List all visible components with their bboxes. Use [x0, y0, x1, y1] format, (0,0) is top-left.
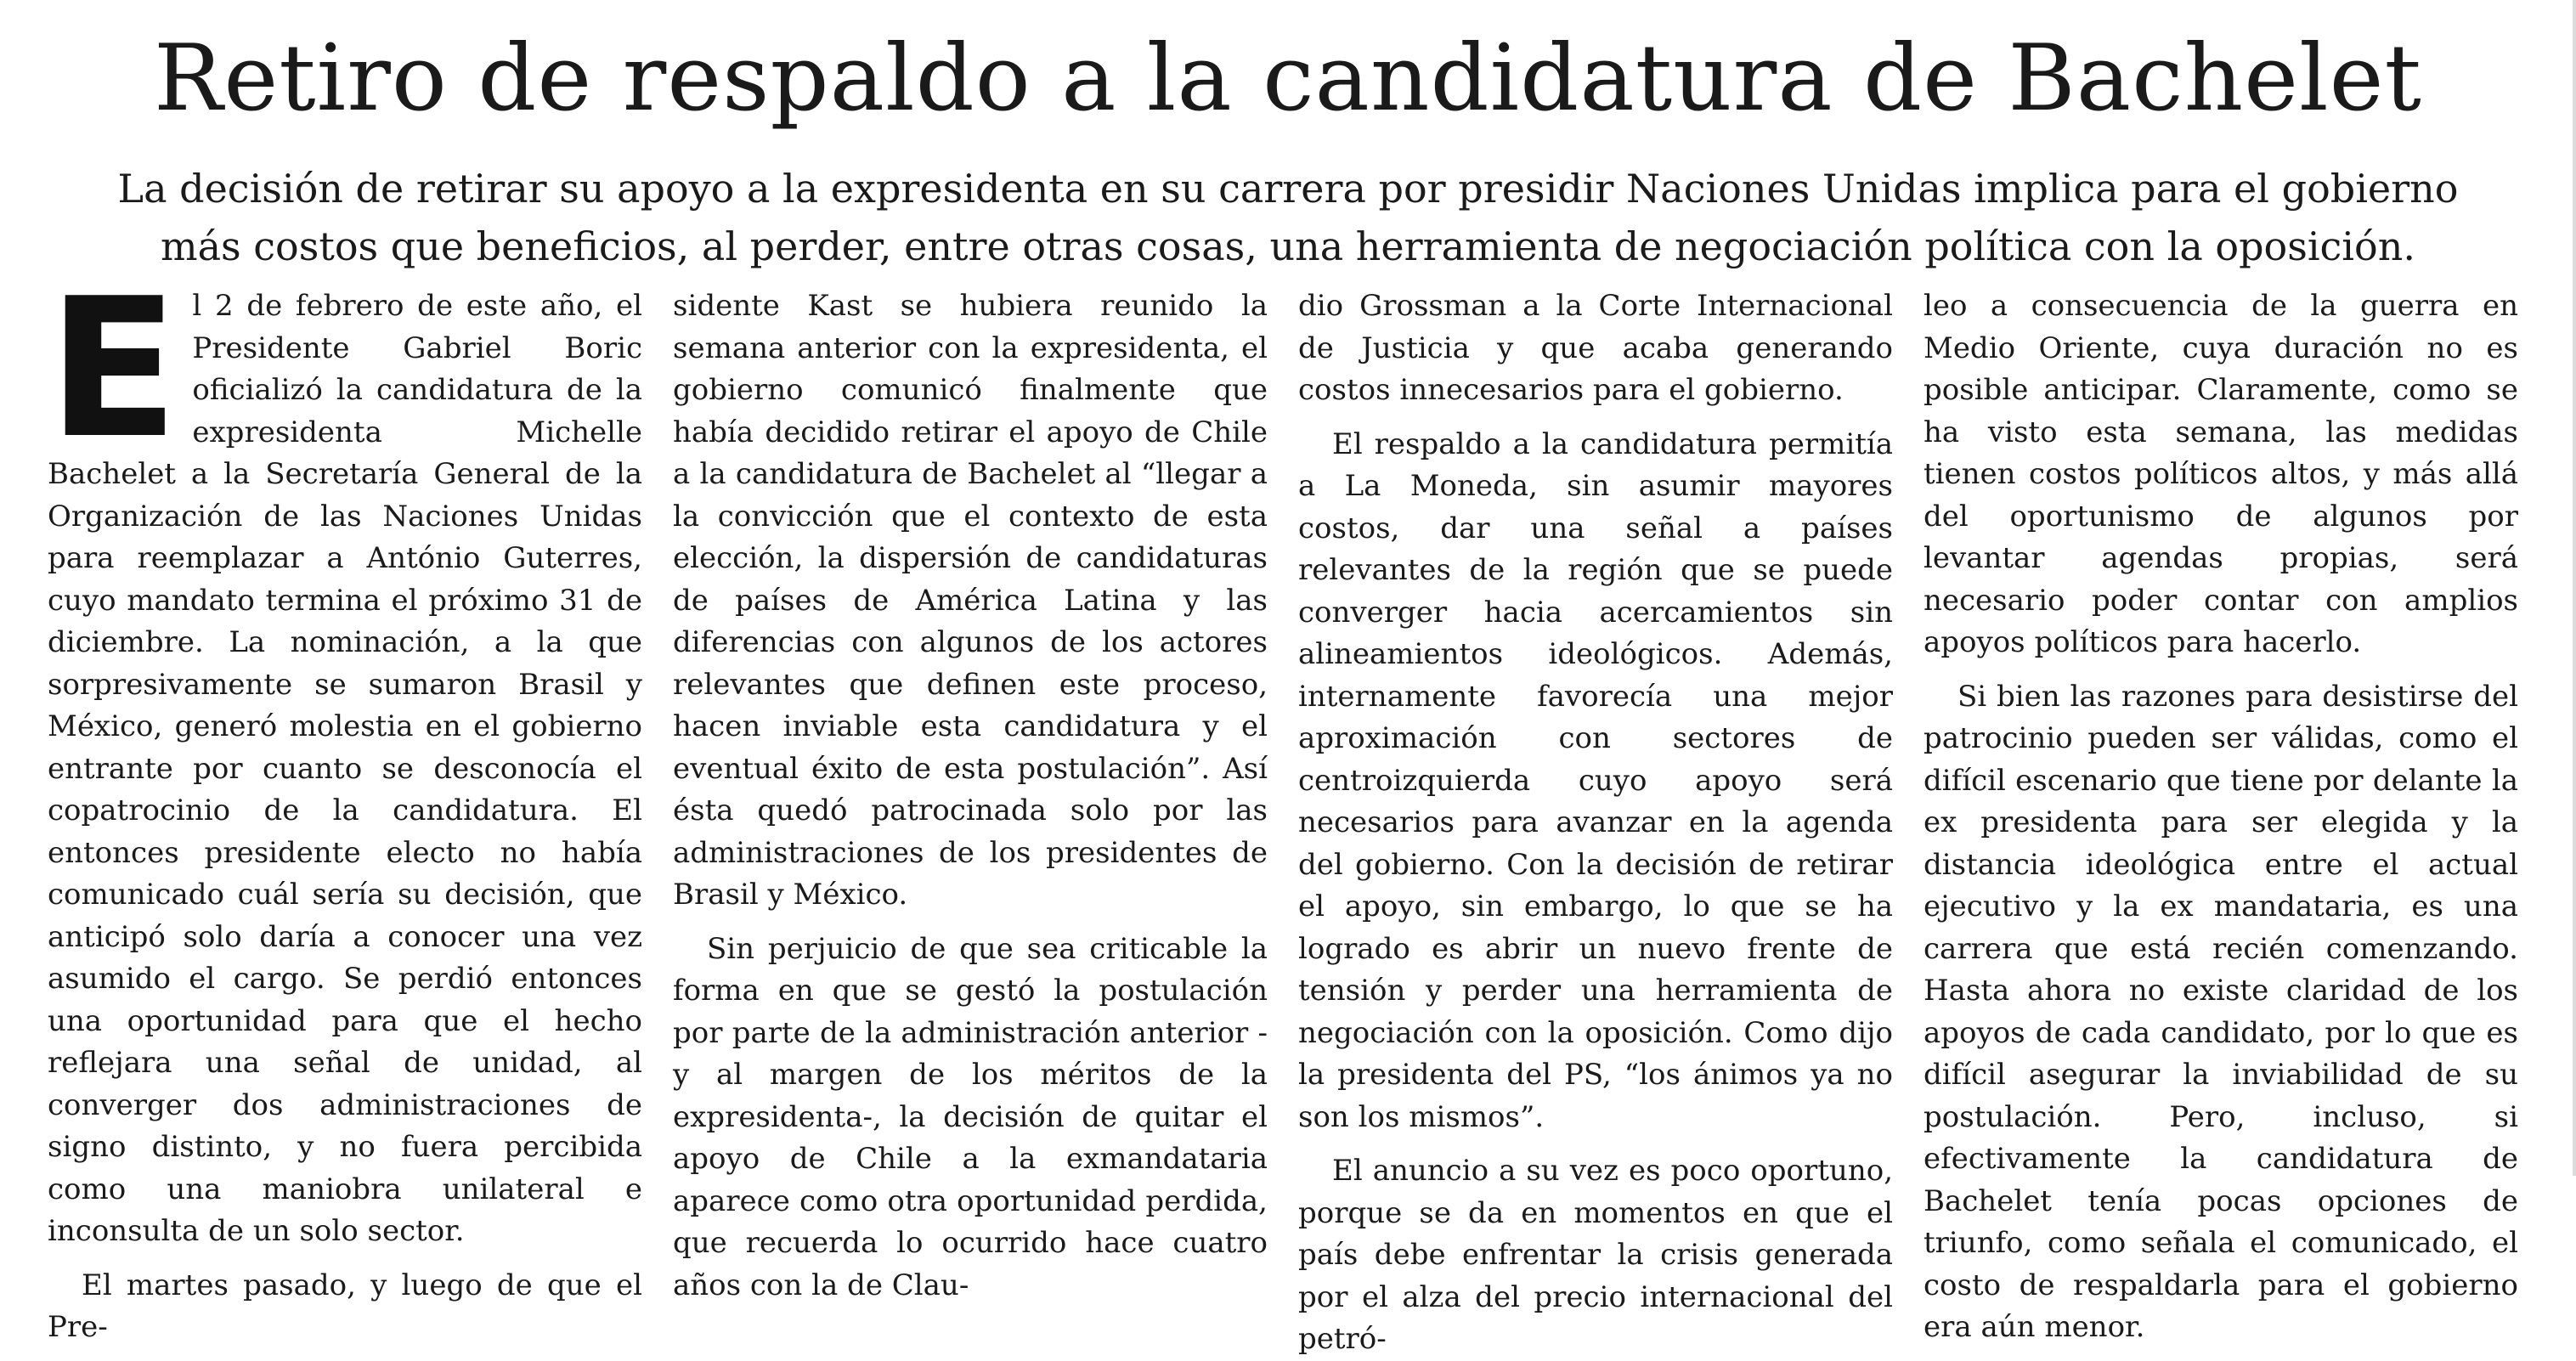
- paragraph: El martes pasado, y luego de que el Pre-: [48, 1268, 642, 1344]
- paragraph: sidente Kast se hubiera reunido la semana anterior con la expresidenta, el gobierno comunicó finalmente que había decidido retirar el apoyo de Chile a la candidatura de Bachelet al “llegar a la convicción que el contexto de esta elección, la dispersión de candidaturas de países de América Latina y las diferencias con algunos de los actores relevantes que definen este proceso, hacen inviable esta candidatura y el eventual éxito de esta postulación”. Así ésta quedó patrocinada solo por las administraciones de los presidentes de Brasil y México.: [673, 289, 1268, 912]
- article-column-2: [673, 285, 1268, 1302]
- paragraph: Si bien las razones para desistirse del patrocinio pueden ser válidas, como el difícil escenario que tiene por delante la ex presidenta para ser elegida y la distancia ideológica entre el actual ejecutivo y la ex mandataria, es una carrera que está recién comenzando. Hasta ahora no existe claridad de los apoyos de cada candidato, por lo que es difícil asegurar la inviabilidad de su postulación. Pero, incluso, si efectivamente la candidatura de Bachelet tenía pocas opciones de triunfo, como señala el comunicado, el costo de respaldarla para el gobierno era aún menor.: [1924, 679, 2518, 1344]
- drop-cap: E: [48, 257, 179, 481]
- headline: Retiro de respaldo a la candidatura de Bachelet: [154, 25, 2422, 132]
- paragraph: El respaldo a la candidatura permitía a La Moneda, sin asumir mayores costos, dar una señal a países relevantes de la región que se puede converger hacia acercamientos sin alineamientos ideológicos. Además, internamente favorecía una mejor aproximación con sectores de centroizquierda cuyo apoyo será necesarios para avanzar en la agenda del gobierno. Con la decisión de retirar el apoyo, sin embargo, lo que se ha logrado es abrir un nuevo frente de tensión y perder una herramienta de negociación con la oposición. Como dijo la presidenta del PS, “los ánimos ya no son los mismos”.: [1298, 426, 1893, 1134]
- paragraph: Sin perjuicio de que sea criticable la forma en que se gestó la postulación por parte de la administración anterior -y al margen de los méritos de la expresidenta-, la decisión de quitar el apoyo de Chile a la exmandataria aparece como otra oportunidad perdida, que recuerda lo ocurrido hace cuatro años con la de Clau-: [673, 931, 1268, 1302]
- article-column-1: [48, 257, 642, 1344]
- paragraph: l 2 de febrero de este año, el Presidente Gabriel Boric oficializó la candidatura de la expresidenta Michelle Bachelet a la Secretaría General de la Organización de las Naciones Unidas para reemplazar a António Guterres, cuyo mandato termina el próximo 31 de diciembre. La nominación, a la que sorpresivamente se sumaron Brasil y México, generó molestia en el gobierno entrante por cuanto se desconocía el copatrocinio de la candidatura. El entonces presidente electo no había comunicado cuál sería su decisión, que anticipó solo daría a conocer una vez asumido el cargo. Se perdió entonces una oportunidad para que el hecho reflejara una señal de unidad, al converger dos administraciones de signo distinto, y no fuera percibida como una maniobra unilateral e inconsulta de un solo sector.: [48, 289, 642, 1248]
- paragraph: leo a consecuencia de la guerra en Medio Oriente, cuya duración no es posible anticipar. Claramente, como se ha visto esta semana, las medidas tienen costos políticos altos, y más allá del oportunismo de algunos por levantar agendas propias, será necesario poder contar con amplios apoyos políticos para hacerlo.: [1924, 289, 2518, 659]
- deck-subtitle: La decisión de retirar su apoyo a la expresidenta en su carrera por presidir Naciones Unidas implica para el gobierno más costos que beneficios, al perder, entre otras cosas, una herramienta de negociación política con la oposición.: [117, 166, 2459, 269]
- paragraph: dio Grossman a la Corte Internacional de Justicia y que acaba generando costos innecesarios para el gobierno.: [1298, 289, 1893, 407]
- scan-edge-divider: [2573, 0, 2576, 1176]
- article-column-3: [1298, 285, 1893, 1356]
- article-column-4: [1924, 285, 2518, 1344]
- paragraph: El anuncio a su vez es poco oportuno, porque se da en momentos en que el país debe enfrentar la crisis generada por el alza del precio internacional del petró-: [1298, 1154, 1893, 1356]
